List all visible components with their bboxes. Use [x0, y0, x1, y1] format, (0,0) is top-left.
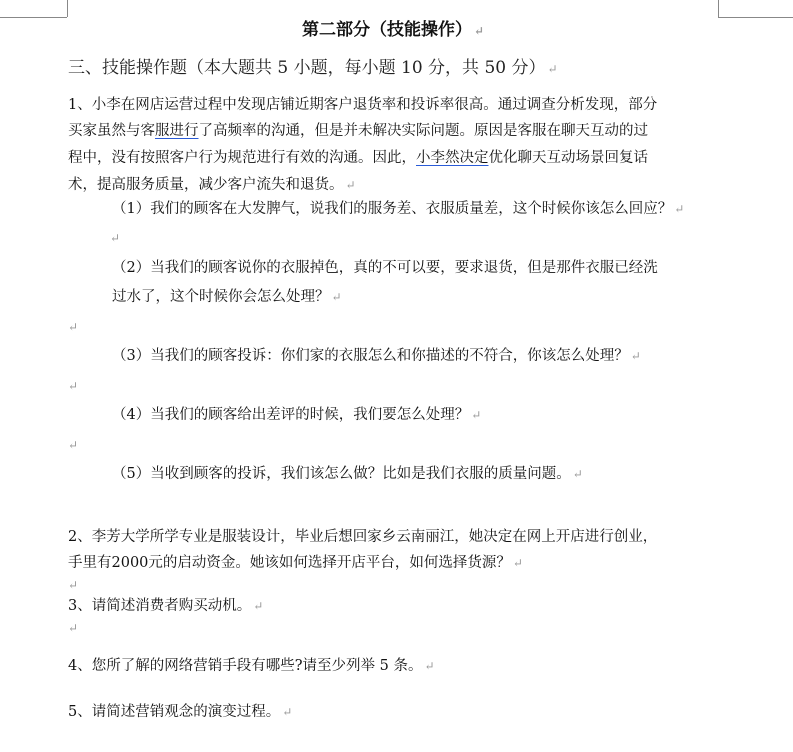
q5-line: [68, 702, 292, 722]
underlined-text: 服进行: [155, 123, 199, 139]
paragraph-mark: ↵: [512, 556, 523, 570]
text: 术，提高服务质量，减少客户流失和退货。: [68, 177, 344, 193]
q2-line: [68, 527, 657, 547]
sub-question-4: [112, 405, 481, 425]
text: （5）当收到顾客的投诉，我们该怎么做？比如是我们衣服的质量问题。: [112, 466, 571, 482]
sub-question-2: [112, 287, 342, 307]
paragraph-mark: ↵: [674, 202, 685, 216]
sub-question-1: [112, 199, 684, 219]
paragraph-mark: ↵: [253, 599, 264, 613]
text: 2、李芳大学所学专业是服装设计，毕业后想回家乡云南丽江，她决定在网上开店进行创业，: [68, 529, 658, 545]
sub-question-5: [112, 464, 583, 484]
text: （1）我们的顾客在大发脾气，说我们的服务差、衣服质量差，这个时候你该怎么回应？: [112, 201, 673, 217]
text: （3）当我们的顾客投诉：你们家的衣服怎么和你描述的不符合，你该怎么处理？: [112, 348, 629, 364]
paragraph-mark: ↵: [68, 438, 79, 452]
paragraph-mark: ↵: [68, 379, 79, 393]
page-title: [302, 20, 484, 41]
q3-line: [68, 596, 263, 616]
text: 程中，没有按照客户行为规范进行有效的沟通。因此，: [68, 150, 416, 166]
margin-corner-left: [0, 17, 67, 18]
q1-line: [68, 175, 356, 195]
paragraph-mark: ↵: [424, 659, 435, 673]
sub-question-3: [112, 346, 641, 366]
margin-corner-right: [718, 0, 719, 17]
paragraph-mark: ↵: [68, 578, 79, 592]
margin-corner-left: [67, 0, 68, 17]
q2-line: [68, 553, 523, 573]
q4-line: [68, 656, 435, 676]
text: （2）当我们的顾客说你的衣服掉色，真的不可以要，要求退货，但是那件衣服已经洗: [112, 260, 658, 276]
text: 买家虽然与客: [68, 123, 155, 139]
text: 手里有2000元的启动资金。她该如何选择开店平台，如何选择货源？: [68, 555, 511, 571]
q1-line: [68, 95, 657, 115]
text: 优化聊天互动场景回复话: [488, 150, 648, 166]
paragraph-mark: ↵: [345, 178, 356, 192]
text: 1、小李在网店运营过程中发现店铺近期客户退货率和投诉率很高。通过调查分析发现，部分: [68, 97, 658, 113]
text: 了高频率的沟通，但是并未解决实际问题。原因是客服在聊天互动的过: [198, 123, 648, 139]
underlined-text: 小李然决定: [416, 150, 489, 166]
paragraph-mark: ↵: [110, 231, 121, 245]
section-heading: [68, 58, 558, 79]
sub-question-2: [112, 258, 658, 278]
paragraph-mark: ↵: [68, 320, 79, 334]
q1-line: [68, 121, 648, 141]
text: 3、请简述消费者购买动机。: [68, 598, 252, 614]
paragraph-mark: ↵: [282, 705, 293, 719]
paragraph-mark: ↵: [68, 621, 79, 635]
text: 过水了，这个时候你会怎么处理？: [112, 289, 330, 305]
margin-corner-right: [718, 17, 793, 18]
paragraph-mark: ↵: [471, 408, 482, 422]
paragraph-mark: ↵: [474, 24, 485, 38]
section-text: 三、技能操作题（本大题共 5 小题，每小题 10 分，共 50 分）: [68, 58, 546, 78]
title-text: 第二部分（技能操作）: [302, 20, 472, 40]
paragraph-mark: ↵: [547, 62, 558, 76]
paragraph-mark: ↵: [572, 467, 583, 481]
text: 4、您所了解的网络营销手段有哪些?请至少列举 5 条。: [68, 658, 423, 674]
paragraph-mark: ↵: [630, 349, 641, 363]
q1-line: [68, 148, 648, 168]
paragraph-mark: ↵: [331, 290, 342, 304]
text: （4）当我们的顾客给出差评的时候，我们要怎么处理？: [112, 407, 470, 423]
text: 5、请简述营销观念的演变过程。: [68, 704, 281, 720]
